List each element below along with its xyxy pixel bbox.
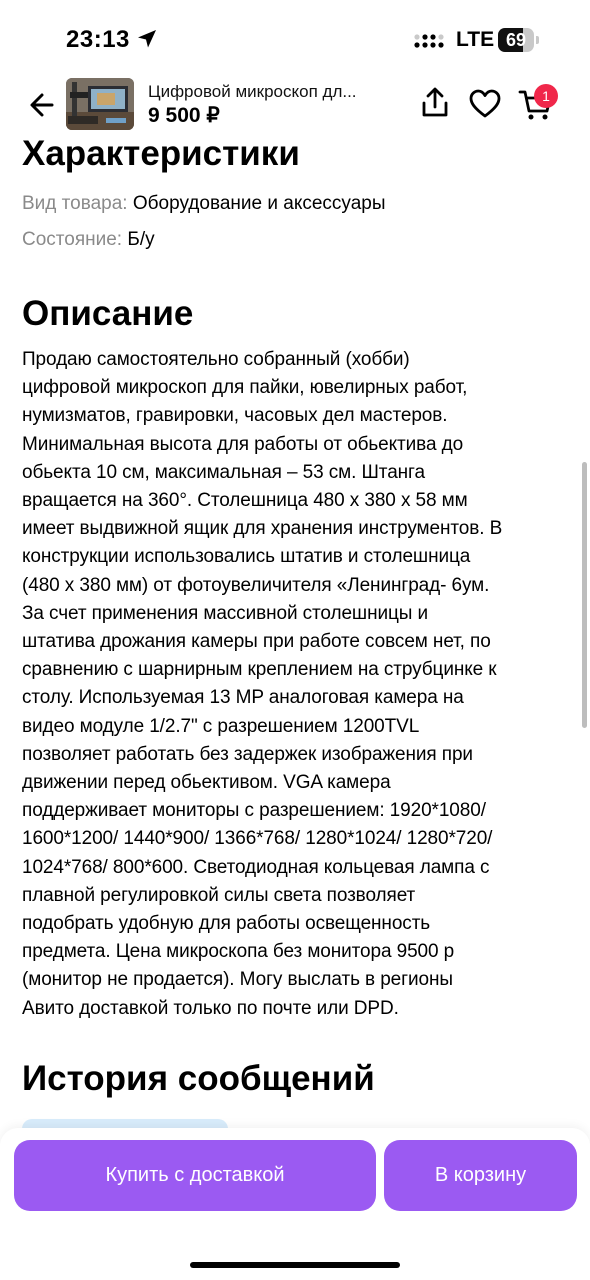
message-history-title: История сообщений (22, 1058, 375, 1098)
description-line: За счет применения массивной столешницы и (22, 602, 429, 624)
description-line: Авито доставкой только по почте или DPD. (22, 997, 399, 1019)
cellular-signal-icon (414, 31, 448, 49)
char-value: Б/у (127, 229, 155, 250)
description-line: позволяет работать без задержек изображения при (22, 743, 473, 765)
description-line: обьекта 10 см, максимальная – 53 см. Штанга (22, 461, 425, 483)
status-bar (0, 0, 590, 78)
description-line: нумизматов, гравировки, часовых дел мастеров. (22, 405, 448, 427)
product-price: 9 500 ₽ (148, 104, 220, 127)
description-line: движении перед обьективом. VGA камера (22, 772, 391, 794)
product-header (0, 78, 590, 138)
product-title[interactable]: Цифровой микроскоп дл... (148, 82, 357, 101)
description-line: плавной регулировкой силы света позволяет (22, 884, 416, 906)
char-row-condition (22, 226, 572, 254)
description-title: Описание (22, 294, 194, 333)
description-line: вращается на 360°. Столешница 480 х 380 х 58 мм (22, 490, 468, 512)
char-row-type (22, 190, 572, 218)
listing-content (22, 134, 572, 1099)
char-value: Оборудование и аксессуары (132, 193, 386, 214)
characteristics-title: Характеристики (22, 134, 300, 173)
description-text (22, 346, 572, 1023)
heart-icon[interactable] (468, 88, 502, 120)
description-line: штатива дрожания камеры при работе совсем нет, по (22, 631, 491, 653)
characteristics-list (22, 190, 572, 254)
description-line: (монитор не продается). Могу выслать в регионы (22, 969, 453, 991)
cart-count-badge: 1 (534, 84, 558, 108)
description-line: подобрать удобную для работы освещенность (22, 913, 431, 935)
share-icon[interactable] (418, 86, 452, 120)
char-key: Вид товара: (22, 193, 128, 214)
char-key: Состояние: (22, 229, 123, 250)
description-line: имеет выдвижной ящик для хранения инструментов. В (22, 518, 503, 540)
home-indicator[interactable] (190, 1262, 400, 1268)
battery-percent: 69 (505, 30, 527, 50)
location-arrow-icon (136, 28, 158, 50)
scrollbar[interactable] (582, 462, 587, 728)
description-line: поддерживает мониторы с разрешением: 1920*1080/ (22, 800, 486, 822)
description-line: столу. Используемая 13 MP аналоговая камера на (22, 687, 464, 709)
description-line: цифровой микроскоп для пайки, ювелирных работ, (22, 377, 468, 399)
description-line: сравнению с шарнирным креплением на струбцинке к (22, 659, 497, 681)
description-line: 1024*768/ 800*600. Светодиодная кольцевая лампа с (22, 856, 490, 878)
description-line: (480 х 380 мм) от фотоувеличителя «Ленинград- 6ум. (22, 574, 490, 596)
network-type: LTE (456, 28, 495, 51)
back-arrow-icon[interactable] (26, 88, 60, 122)
product-thumbnail[interactable] (66, 78, 134, 130)
add-to-cart-button[interactable]: В корзину (384, 1140, 577, 1211)
description-line: Продаю самостоятельно собранный (хобби) (22, 349, 410, 370)
description-line: конструкции использовались штатив и столешница (22, 546, 471, 568)
battery-icon (498, 28, 540, 52)
buy-with-delivery-button[interactable]: Купить с доставкой (14, 1140, 376, 1211)
description-line: предмета. Цена микроскопа без монитора 9500 р (22, 941, 455, 963)
description-line: видео модуле 1/2.7" с разрешением 1200TVL (22, 715, 420, 737)
description-line: Минимальная высота для работы от обьектива до (22, 433, 464, 455)
status-time: 23:13 (66, 26, 130, 53)
description-line: 1600*1200/ 1440*900/ 1366*768/ 1280*1024/ 1280*720/ (22, 828, 493, 850)
